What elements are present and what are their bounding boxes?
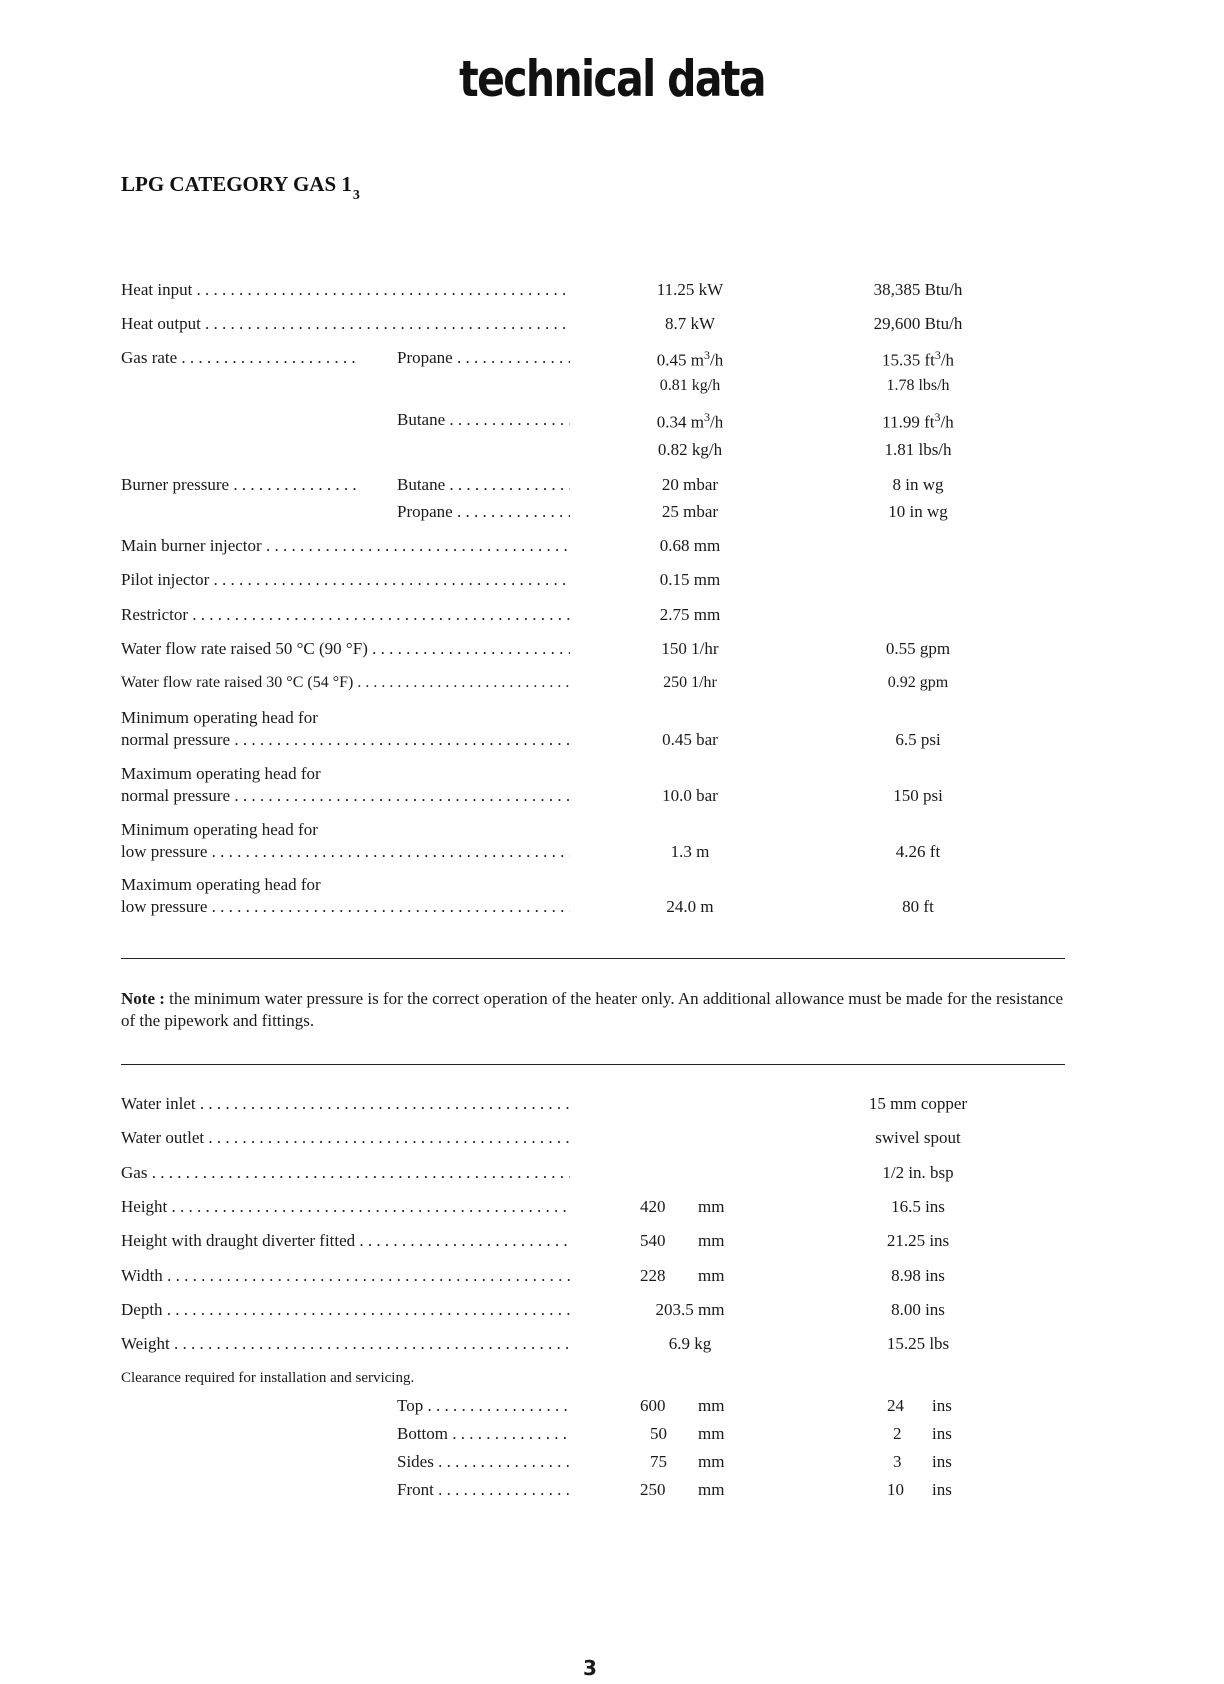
- spec-imperial: 150 psi: [893, 786, 943, 805]
- spec-metric-unit: mm: [698, 1396, 725, 1415]
- note-paragraph: [121, 988, 1071, 1032]
- spec-imperial-unit: ins: [932, 1424, 952, 1443]
- butane-label: Butane . . .: [397, 410, 570, 430]
- spec-label: Gas rate . . . . . . . . . . . . . . . . . . . . .: [121, 348, 356, 367]
- spec-imperial: 29,600 Btu/h: [873, 314, 963, 333]
- spec-row-min-head-low: [0, 842, 1224, 868]
- spec-metric: 0.68 mm: [659, 536, 721, 555]
- value-text: 15.35 ft: [881, 350, 935, 370]
- spec-metric: 6.9 kg: [668, 1334, 712, 1353]
- clearance-row-bottom: [0, 1424, 1224, 1450]
- spec-row-height-diverter: [0, 1231, 1224, 1257]
- spec-imperial: 38,385 Btu/h: [873, 280, 963, 299]
- spec-label: Pilot injector . . .: [121, 570, 570, 590]
- spec-imperial: 1.81 lbs/h: [884, 440, 952, 459]
- spec-metric: 1.3 m: [670, 842, 710, 861]
- spec-imperial: 8.00 ins: [891, 1300, 945, 1319]
- spec-label: Width . . .: [121, 1266, 570, 1286]
- spec-metric-unit: mm: [698, 1480, 725, 1499]
- category-subscript: 3: [352, 188, 360, 203]
- spec-metric: 0.15 mm: [659, 570, 721, 589]
- spec-imperial-number: 24: [887, 1396, 904, 1415]
- superscript: 3: [934, 348, 941, 362]
- spec-label: Top . . .: [397, 1396, 570, 1416]
- spec-metric: 0.82 kg/h: [657, 440, 723, 459]
- spec-imperial-unit: ins: [932, 1480, 952, 1499]
- spec-label: Water flow rate raised 50 °C (90 °F) . . .: [121, 639, 570, 659]
- spec-row-gas-rate-butane: [0, 410, 1224, 436]
- divider: [121, 1064, 1065, 1065]
- spec-metric-unit: mm: [698, 1231, 725, 1250]
- spec-row-depth: [0, 1300, 1224, 1326]
- spec-imperial: 16.5 ins: [891, 1197, 945, 1216]
- spec-metric-unit: mm: [698, 1452, 725, 1471]
- spec-row-height: [0, 1197, 1224, 1223]
- spec-label-line1: Minimum operating head for: [121, 820, 318, 839]
- spec-imperial: 80 ft: [902, 897, 934, 916]
- spec-row-gas-rate-propane-mass: [0, 377, 1224, 403]
- propane-label: Propane . . .: [397, 348, 570, 368]
- spec-metric-number: 228: [640, 1266, 666, 1285]
- spec-row-burner-propane: [0, 502, 1224, 528]
- spec-row-gas-rate-butane-mass: [0, 440, 1224, 466]
- spec-metric: 0.45 bar: [662, 730, 718, 749]
- spec-imperial: 0.92 gpm: [887, 674, 949, 691]
- spec-metric: 10.0 bar: [662, 786, 718, 805]
- spec-row-pilot-injector: [0, 570, 1224, 596]
- spec-imperial: 1/2 in. bsp: [882, 1163, 954, 1182]
- spec-imperial-unit: ins: [932, 1452, 952, 1471]
- value-text: 11.99 ft: [882, 412, 935, 432]
- gas-rate-label: Gas rate: [121, 348, 178, 367]
- spec-imperial-number: 3: [893, 1452, 902, 1471]
- clearance-row-front: [0, 1480, 1224, 1506]
- spec-row-width: [0, 1266, 1224, 1292]
- spec-label: low pressure . . .: [121, 897, 570, 917]
- spec-imperial: 10 in wg: [888, 502, 948, 521]
- spec-label: Front . . .: [397, 1480, 570, 1500]
- spec-row-flow-30: [0, 674, 1224, 700]
- spec-row-gas: [0, 1163, 1224, 1189]
- spec-label: Restrictor . . .: [121, 605, 570, 625]
- spec-label: Depth . . .: [121, 1300, 570, 1320]
- spec-label-line1: Minimum operating head for: [121, 708, 318, 727]
- spec-row-heat-input: [0, 280, 1224, 306]
- spec-row-weight: [0, 1334, 1224, 1360]
- spec-row-min-head-normal: [0, 730, 1224, 756]
- spec-row-heat-output: [0, 314, 1224, 340]
- spec-label: Main burner injector . . .: [121, 536, 570, 556]
- burner-pressure-label: Burner pressure: [121, 475, 230, 494]
- spec-label: Height . . .: [121, 1197, 570, 1217]
- spec-imperial: 1.78 lbs/h: [886, 377, 950, 394]
- spec-metric: 11.25 kW: [656, 280, 724, 299]
- spec-imperial: 8 in wg: [892, 475, 944, 494]
- spec-label: Water flow rate raised 30 °C (54 °F) . . .: [121, 674, 570, 692]
- spec-imperial: 15 mm copper: [868, 1094, 968, 1113]
- unit-text: /h: [940, 412, 954, 432]
- category-text: LPG CATEGORY GAS 1: [121, 172, 352, 196]
- spec-metric: 203.5 mm: [655, 1300, 725, 1319]
- spec-imperial: 21.25 ins: [886, 1231, 950, 1250]
- spec-imperial: 8.98 ins: [891, 1266, 945, 1285]
- spec-imperial: 6.5 psi: [895, 730, 941, 749]
- spec-metric: 8.7 kW: [664, 314, 716, 333]
- spec-metric: 24.0 m: [666, 897, 714, 916]
- note-text: the minimum water pressure is for the correct operation of the heater only. An additional allowance must be made for the resistance of the pipework and fittings.: [121, 989, 1064, 1030]
- spec-label: Height with draught diverter fitted . . .: [121, 1231, 570, 1251]
- spec-metric-unit: mm: [698, 1266, 725, 1285]
- category-heading: [121, 172, 360, 203]
- spec-label: Sides . . .: [397, 1452, 570, 1472]
- spec-imperial: [838, 348, 998, 371]
- clearance-heading: Clearance required for installation and servicing.: [121, 1370, 415, 1386]
- spec-imperial: swivel spout: [875, 1128, 961, 1147]
- spec-metric: [610, 410, 770, 433]
- spec-label: Weight . . .: [121, 1334, 570, 1354]
- spec-row-water-outlet: [0, 1128, 1224, 1154]
- page-number: 3: [583, 1656, 597, 1680]
- spec-metric-number: 540: [640, 1231, 666, 1250]
- spec-imperial-unit: ins: [932, 1396, 952, 1415]
- spec-row-water-inlet: [0, 1094, 1224, 1120]
- unit-text: /h: [710, 412, 724, 432]
- superscript: 3: [704, 410, 710, 424]
- spec-metric: [610, 348, 770, 371]
- spec-metric: 250 1/hr: [663, 674, 717, 691]
- spec-label: Bottom . . .: [397, 1424, 570, 1444]
- unit-text: /h: [710, 350, 724, 370]
- spec-metric-unit: mm: [698, 1424, 725, 1443]
- spec-row-restrictor: [0, 605, 1224, 631]
- spec-metric: 0.81 kg/h: [659, 377, 721, 394]
- spec-metric-number: 420: [640, 1197, 666, 1216]
- spec-label: Heat output . . .: [121, 314, 570, 334]
- spec-metric: 20 mbar: [661, 475, 719, 494]
- spec-imperial: 15.25 lbs: [886, 1334, 950, 1353]
- divider: [121, 958, 1065, 959]
- spec-imperial: 0.55 gpm: [885, 639, 951, 658]
- spec-row-max-head-low: [0, 897, 1224, 923]
- spec-label: Water inlet . . .: [121, 1094, 570, 1114]
- spec-label-line1: Maximum operating head for: [121, 764, 321, 783]
- spec-row-flow-50: [0, 639, 1224, 665]
- spec-metric-unit: mm: [698, 1197, 725, 1216]
- clearance-row-sides: [0, 1452, 1224, 1478]
- spec-imperial-number: 10: [887, 1480, 904, 1499]
- butane-label: Butane . . .: [397, 475, 570, 495]
- spec-label: Gas . . .: [121, 1163, 570, 1183]
- spec-metric-number: 75: [650, 1452, 667, 1471]
- value-text: 0.34 m: [656, 412, 704, 432]
- spec-imperial: 4.26 ft: [895, 842, 941, 861]
- spec-row-main-injector: [0, 536, 1224, 562]
- superscript: 3: [704, 348, 710, 362]
- spec-imperial: [838, 410, 998, 433]
- spec-metric: 25 mbar: [661, 502, 719, 521]
- spec-metric: 2.75 mm: [659, 605, 721, 624]
- spec-label-line1: Maximum operating head for: [121, 875, 321, 894]
- spec-row-gas-rate-propane: [0, 348, 1224, 374]
- propane-label: Propane . . .: [397, 502, 570, 522]
- spec-row-burner-butane: [0, 475, 1224, 501]
- superscript: 3: [934, 410, 941, 424]
- spec-imperial-number: 2: [893, 1424, 902, 1443]
- unit-text: /h: [940, 350, 955, 370]
- clearance-row-top: [0, 1396, 1224, 1422]
- spec-label: normal pressure . . .: [121, 786, 570, 806]
- page-title: technical data: [459, 50, 765, 108]
- spec-label: Burner pressure . . . . . . . . . . . . . . .: [121, 475, 357, 494]
- spec-label: low pressure . . .: [121, 842, 570, 862]
- spec-metric-number: 250: [640, 1480, 666, 1499]
- spec-label: Heat input . . .: [121, 280, 570, 300]
- spec-metric: 150 1/hr: [661, 639, 719, 658]
- spec-label: normal pressure . . .: [121, 730, 570, 750]
- spec-label: Water outlet . . .: [121, 1128, 570, 1148]
- spec-row-max-head-normal: [0, 786, 1224, 812]
- spec-metric-number: 600: [640, 1396, 666, 1415]
- value-text: 0.45 m: [656, 350, 704, 370]
- spec-metric-number: 50: [650, 1424, 667, 1443]
- note-label: Note :: [121, 989, 165, 1008]
